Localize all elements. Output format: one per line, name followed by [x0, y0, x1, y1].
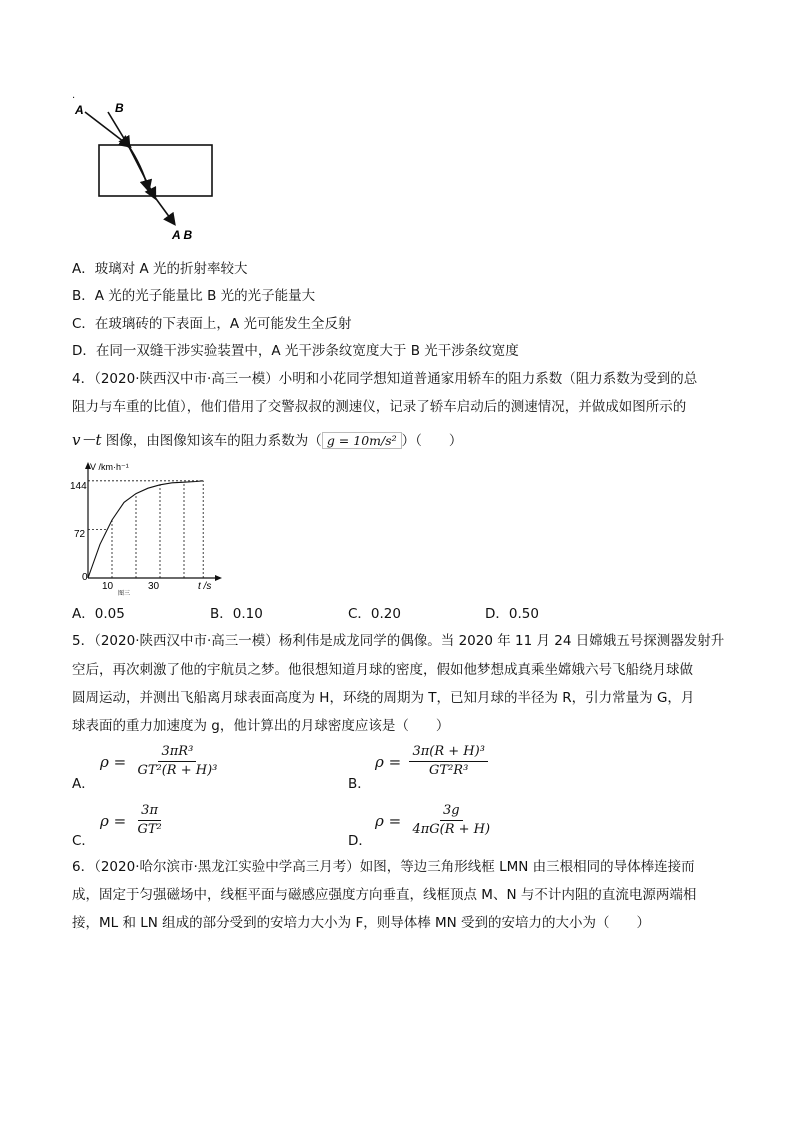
q6-stem-line3: 接，ML 和 LN 组成的部分受到的安培力大小为 F，则导体棒 MN 受到的安培力的大小为（ ）	[72, 915, 651, 931]
q5-stem-line4: 球表面的重力加速度为 g，他计算出的月球密度应该是（ ）	[72, 718, 450, 734]
q4-option-b: B．0.10	[210, 606, 263, 622]
q6-stem-line1: 6．（2020·哈尔滨市·黑龙江实验中学高三月考）如图，等边三角形线框 LMN 由三根相同的导体棒连接而	[72, 859, 695, 875]
q5-option-d-label: D．	[348, 833, 372, 849]
q5-stem-line2: 空后，再次刺激了他的宇航员之梦。他很想知道月球的密度，假如他梦想成真乘坐嫦娥六号飞船绕月球做	[72, 662, 693, 678]
q5-b-den: GT²R³	[429, 763, 469, 778]
ray-emergent	[154, 196, 173, 222]
q5-c-num: 3π	[138, 803, 161, 821]
q5-option-a-label: A．	[72, 776, 95, 792]
ray-b-incident	[108, 112, 128, 145]
x-axis-label: t /s	[198, 581, 212, 592]
x-axis-arrow	[215, 575, 222, 581]
x-tick-30: 30	[148, 581, 160, 592]
q4-stem-line2: 阻力与车重的比值），他们借用了交警叔叔的测速仪，记录了轿车启动后的测速情况，并做成如图所示的	[72, 399, 687, 415]
y-tick-144: 144	[70, 481, 87, 492]
ray-a-incident	[85, 112, 128, 145]
q5-d-num: 3g	[440, 803, 463, 821]
q3-option-b: B．A 光的光子能量比 B 光的光子能量大	[72, 288, 316, 304]
q4-line3-end: ）（ ）	[401, 433, 463, 449]
q5-option-b-formula: ρ = $\frac{\text{3π(R + H)³}}{\text{GT²R³}}$	[375, 744, 488, 779]
label-ab-bottom: A B	[172, 228, 193, 242]
q5-option-d-formula: ρ = $\frac{3g}{4\pi G(R + H)}$	[375, 803, 493, 838]
q5-a-den: GT²(R + H)³	[137, 763, 218, 778]
q5-b-num: 3π(R + H)³	[409, 744, 487, 762]
q5-d-den: 4πG(R + H)	[412, 822, 491, 837]
q5-option-a-formula: ρ = $\frac{\text{3πR³}}{\text{GT²(R + H)³}}$	[100, 744, 220, 779]
q5-option-b-label: B．	[348, 776, 371, 792]
q5-c-den: GT²	[137, 822, 162, 837]
y-tick-72: 72	[74, 529, 86, 540]
glass-block	[99, 145, 212, 196]
label-a-top: A	[75, 103, 84, 117]
q5-stem-line3: 圆周运动，并测出飞船离月球表面高度为 H，环绕的周期为 T，已知月球的半径为 R，引力常量为 G，月	[72, 690, 695, 706]
q5-stem-line1: 5．（2020·陕西汉中市·高三一模）杨利伟是成龙同学的偶像。当 2020 年 11 月 24 日嫦娥五号探测器发射升	[72, 633, 725, 649]
q3-option-a: A．玻璃对 A 光的折射率较大	[72, 261, 248, 277]
q6-stem-line2: 成，固定于匀强磁场中，线框平面与磁感应强度方向垂直，线框顶点 M、N 与不计内阻的直流电源两端相	[72, 887, 697, 903]
q3-option-c: C．在玻璃砖的下表面上，A 光可能发生全反射	[72, 316, 352, 332]
q4-option-d: D．0.50	[485, 606, 539, 622]
q4-stem-line1: 4．（2020·陕西汉中市·高三一模）小明和小花同学想知道普通家用轿车的阻力系数（阻力系数为受到的总	[72, 371, 698, 387]
q3-option-d: D．在同一双缝干涉实验装置中，A 光干涉条纹宽度大于 B 光干涉条纹宽度	[72, 343, 519, 359]
y-tick-0: 0	[82, 572, 88, 583]
q4-stem-line3	[72, 430, 462, 451]
g-value: g = 10m/s²	[322, 432, 402, 449]
vt-symbol: v－t	[72, 431, 102, 449]
q5-a-num: 3πR³	[158, 744, 196, 762]
q4-option-c: C．0.20	[348, 606, 401, 622]
label-b-top: B	[115, 101, 124, 115]
q5-option-c-label: C．	[72, 833, 95, 849]
y-axis-label: V /km·h⁻¹	[90, 462, 129, 472]
q4-line3-text: 图像，由图像知该车的阻力系数为（	[101, 433, 322, 449]
q4-option-a: A．0.05	[72, 606, 125, 622]
refraction-figure	[70, 92, 220, 247]
q5-option-c-formula: ρ = $\frac{3\pi}{\text{GT²}}$	[100, 803, 165, 838]
vt-chart	[68, 458, 228, 598]
chart-caption: 图三	[118, 591, 131, 597]
x-tick-10: 10	[102, 581, 114, 592]
